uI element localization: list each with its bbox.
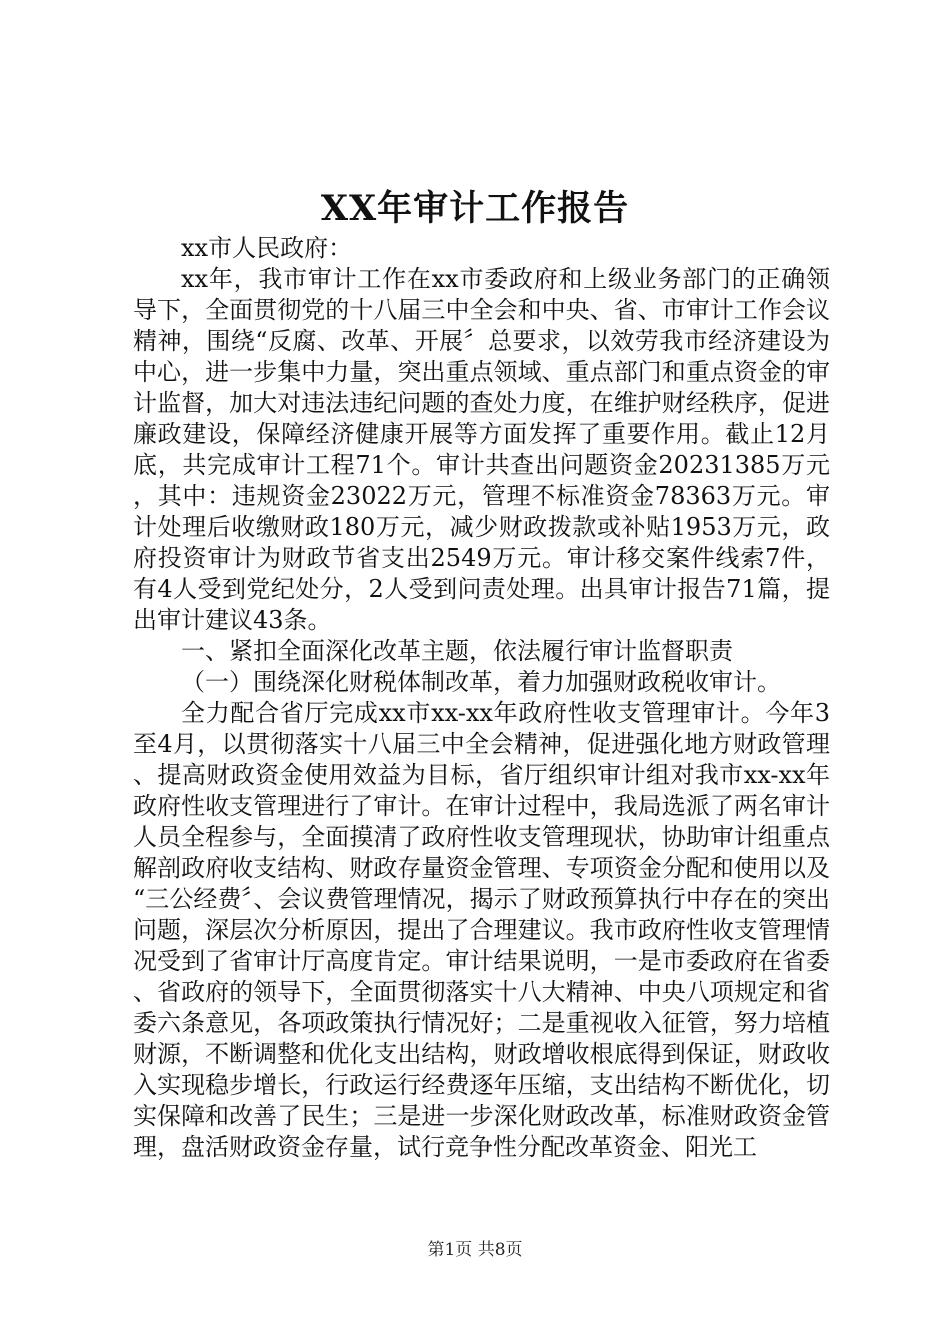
salutation: xx市人民政府： bbox=[181, 234, 353, 262]
document-title: XX年审计工作报告 bbox=[320, 188, 630, 229]
paragraph-summary: xx年，我市审计工作在xx市委政府和上级业务部门的正确领导下，全面贯彻党的十八届三中全会和中央、省、市审计工作会议精神，围绕“反腐、改革、开展〞总要求，以效劳我市经济建设为中心，进一步集中力量，突出重点领域、重点部门和重点资金的审计监督，加大对违法违纪问题的查处力度，在维护财经秩序，促进廉政建设，保障经济健康开展等方面发挥了重要作用。截止12月底，共完成审计工程71个。审计共查出问题资金20231385万元，其中：违规资金23022万元，管理不标准资金78363万元。审计处理后收缴财政180万元，减少财政拨款或补贴1953万元，政府投资审计为财政节省支出2549万元。审计移交案件线索7件，有4人受到党纪处分，2人受到问责处理。出具审计报告71篇，提出审计建议43条。 bbox=[133, 265, 830, 634]
section-heading-1: 一、紧扣全面深化改革主题，依法履行审计监督职责 bbox=[181, 637, 733, 665]
paragraph-fiscal-audit: 全力配合省厅完成xx市xx-xx年政府性收支管理审计。今年3至4月，以贯彻落实十八届三中全会精神，促进强化地方财政管理、提高财政资金使用效益为目标，省厅组织审计组对我市xx-xx年政府性收支管理进行了审计。在审计过程中，我局选派了两名审计人员全程参与，全面摸清了政府性收支管理现状，协助审计组重点解剖政府收支结构、财政存量资金管理、专项资金分配和使用以及“三公经费〞、会议费管理情况，揭示了财政预算执行中存在的突出问题，深层次分析原因，提出了合理建议。我市政府性收支管理情况受到了省审计厅高度肯定。审计结果说明，一是市委政府在省委、省政府的领导下，全面贯彻落实十八大精神、中央八项规定和省委六条意见，各项政策执行情况好；二是重视收入征管，努力培植财源，不断调整和优化支出结构，财政增收根底得到保证，财政收入实现稳步增长，行政运行经费逐年压缩，支出结构不断优化，切实保障和改善了民生；三是进一步深化财政改革，标准财政资金管理，盘活财政资金存量，试行竞争性分配改革资金、阳光工 bbox=[133, 699, 830, 1161]
document-body bbox=[133, 233, 830, 1163]
subsection-heading-1: （一）围绕深化财税体制改革，着力加强财政税收审计。 bbox=[181, 668, 781, 696]
page-number: 第1页 共8页 bbox=[427, 1240, 523, 1260]
